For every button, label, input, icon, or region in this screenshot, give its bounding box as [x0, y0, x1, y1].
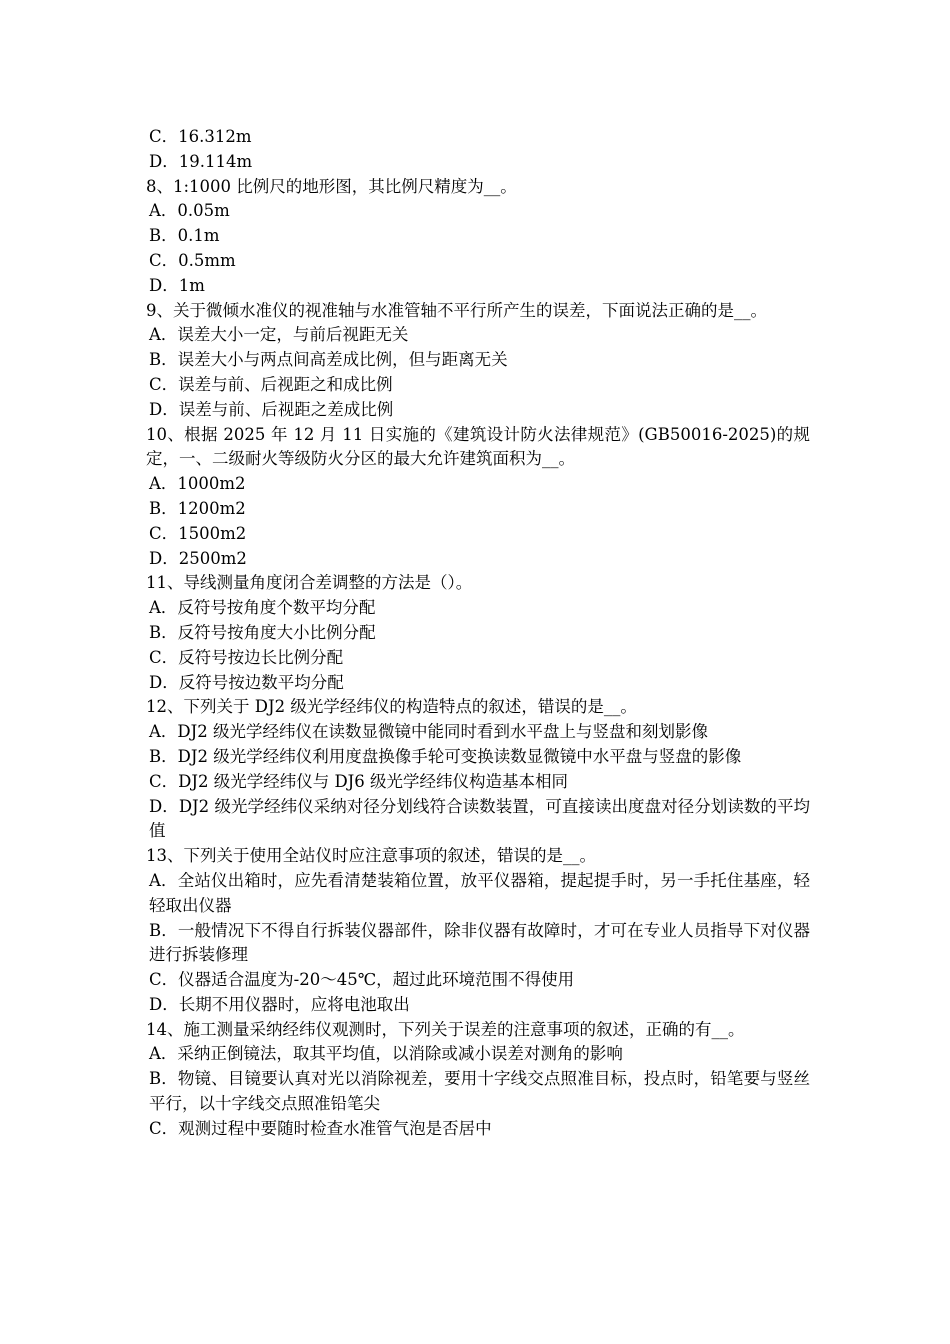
option-line: B．0.1m: [149, 226, 220, 246]
question-line: 14、施工测量采纳经纬仪观测时，下列关于误差的注意事项的叙述，正确的有__。: [146, 1019, 745, 1039]
option-line: A．采纳正倒镜法，取其平均值，以消除或减小误差对测角的影响: [149, 1044, 623, 1064]
option-line: B．1200m2: [149, 498, 246, 518]
option-line: D．误差与前、后视距之差成比例: [149, 399, 394, 419]
option-line: C．DJ2 级光学经纬仪与 DJ6 级光学经纬仪构造基本相同: [149, 771, 569, 791]
option-line: A．0.05m: [149, 201, 230, 221]
option-line: C．1500m2: [149, 523, 247, 543]
option-line: D．反符号按边数平均分配: [149, 672, 344, 692]
option-line: C．误差与前、后视距之和成比例: [149, 374, 393, 394]
question-line: 13、下列关于使用全站仪时应注意事项的叙述，错误的是__。: [146, 846, 596, 866]
option-line: D．长期不用仪器时，应将电池取出: [149, 994, 410, 1014]
option-line: B．误差大小与两点间高差成比例，但与距离无关: [149, 350, 508, 370]
option-line: B．一般情况下不得自行拆装仪器部件，除非仪器有故障时，才可在专业人员指导下对仪器进行拆装修理: [149, 920, 810, 965]
option-line: C．0.5mm: [149, 250, 236, 270]
option-line: D．19.114m: [149, 151, 253, 171]
option-line: A．全站仪出箱时，应先看清楚装箱位置，放平仪器箱，提起提手时，另一手托住基座，轻轻取出仪器: [149, 870, 810, 915]
option-line: B．反符号按角度大小比例分配: [149, 622, 376, 642]
option-line: B．物镜、目镜要认真对光以消除视差，要用十字线交点照准目标，投点时，铅笔要与竖丝平行，以十字线交点照准铅笔尖: [149, 1069, 810, 1114]
option-line: B．DJ2 级光学经纬仪利用度盘换像手轮可变换读数显微镜中水平盘与竖盘的影像: [149, 746, 742, 766]
option-line: A．DJ2 级光学经纬仪在读数显微镜中能同时看到水平盘上与竖盘和刻划影像: [149, 722, 709, 742]
option-line: C．仪器适合温度为-20～45℃，超过此环境范围不得使用: [149, 970, 575, 990]
option-line: D．2500m2: [149, 548, 247, 568]
question-line: 9、关于微倾水准仪的视准轴与水准管轴不平行所产生的误差，下面说法正确的是__。: [146, 300, 767, 320]
option-line: D．1m: [149, 275, 205, 295]
document-page: [146, 125, 810, 1142]
question-line: 8、1:1000 比例尺的地形图，其比例尺精度为__。: [146, 176, 517, 196]
option-line: A．1000m2: [149, 474, 246, 494]
option-line: A．误差大小一定，与前后视距无关: [149, 325, 409, 345]
question-line: 10、根据 2025 年 12 月 11 日实施的《建筑设计防火法律规范》(GB50016-2025)的规定，一、二级耐火等级防火分区的最大允许建筑面积为__。: [146, 424, 810, 469]
option-line: D．DJ2 级光学经纬仪采纳对径分划线符合读数装置，可直接读出度盘对径分划读数的平均值: [149, 796, 810, 841]
option-line: C．反符号按边长比例分配: [149, 647, 344, 667]
question-line: 12、下列关于 DJ2 级光学经纬仪的构造特点的叙述，错误的是__。: [146, 697, 637, 717]
option-line: C．观测过程中要随时检查水准管气泡是否居中: [149, 1118, 492, 1138]
option-line: C．16.312m: [149, 127, 252, 146]
option-line: A．反符号按角度个数平均分配: [149, 598, 376, 618]
question-line: 11、导线测量角度闭合差调整的方法是（）。: [146, 573, 473, 593]
